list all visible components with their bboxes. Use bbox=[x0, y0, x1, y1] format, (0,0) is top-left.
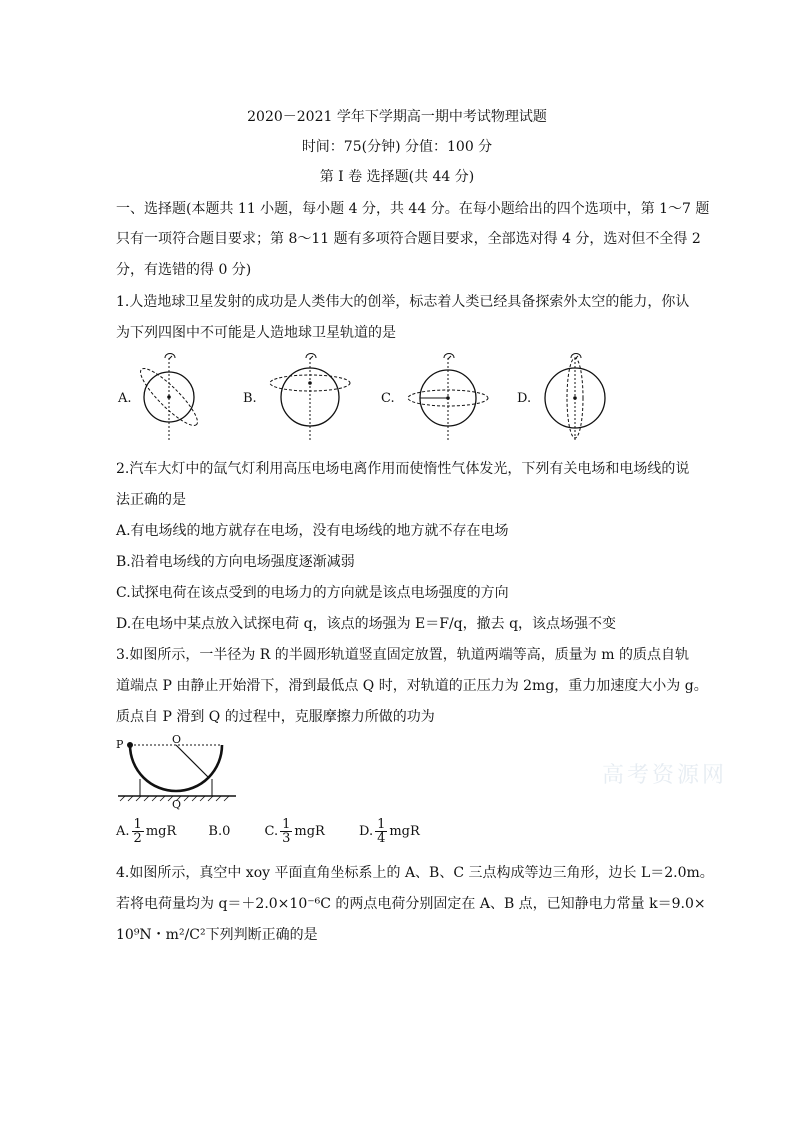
question-2-option-d: D.在电场中某点放入试探电荷 q，该点的场强为 E＝F/q，撤去 q，该点场强不变 bbox=[116, 616, 617, 632]
numerator: 1 bbox=[282, 817, 291, 832]
denominator: 2 bbox=[133, 831, 142, 846]
q1-orbit-b-figure bbox=[265, 350, 357, 445]
question-3-text: 质点自 P 滑到 Q 的过程中，克服摩擦力所做的功为 bbox=[116, 709, 435, 725]
q1-orbit-a-figure bbox=[134, 350, 218, 445]
q3-semicircle-track-figure bbox=[112, 732, 242, 812]
denominator: 4 bbox=[377, 831, 386, 846]
q1-option-c-label: C. bbox=[381, 391, 395, 406]
question-2-text: 法正确的是 bbox=[116, 492, 186, 508]
question-1-text: 1.人造地球卫星发射的成功是人类伟大的创举，标志着人类已经具备探索外太空的能力，你认 bbox=[116, 294, 690, 310]
exam-title: 2020－2021 学年下学期高一期中考试物理试题 bbox=[247, 109, 547, 125]
fraction bbox=[132, 818, 144, 845]
question-4-text: 若将电荷量均为 q＝＋2.0×10⁻⁶C 的两点电荷分别固定在 A、B 点，已知静电力常量 k＝9.0× bbox=[116, 896, 706, 912]
exam-meta: 时间：75(分钟) 分值：100 分 bbox=[301, 139, 493, 155]
section-heading: 第 I 卷 选择题(共 44 分) bbox=[319, 169, 475, 185]
q1-orbit-c-figure bbox=[400, 350, 492, 445]
q1-option-a-label: A. bbox=[118, 391, 132, 406]
numerator: 1 bbox=[133, 817, 142, 832]
q3-choice-a bbox=[116, 818, 176, 845]
question-3-choices bbox=[116, 818, 420, 845]
question-3-text: 道端点 P 由静止开始滑下，滑到最低点 Q 时，对轨道的正压力为 2mg，重力加速度大小为 g。 bbox=[116, 678, 708, 694]
question-4-text: 10⁹N・m²/C²下列判断正确的是 bbox=[116, 927, 318, 943]
q3-choice-c-expr: mgR bbox=[294, 824, 325, 839]
q3-choice-c-label: C. bbox=[264, 824, 279, 839]
q3-choice-a-label: A. bbox=[116, 824, 130, 839]
watermark: 高考资源网 bbox=[602, 763, 728, 788]
fraction bbox=[375, 818, 387, 845]
question-4-text: 4.如图所示，真空中 xoy 平面直角坐标系上的 A、B、C 三点构成等边三角形，边长 L＝2.0m。 bbox=[116, 865, 714, 881]
q1-option-d-label: D. bbox=[517, 391, 532, 406]
instructions-line: 只有一项符合题目要求；第 8～11 题有多项符合题目要求，全部选对得 4 分，选对但不全得 2 bbox=[116, 231, 701, 247]
q3-choice-b: B.0 bbox=[208, 824, 231, 839]
question-3-text: 3.如图所示，一半径为 R 的半圆形轨道竖直固定放置，轨道两端等高，质量为 m 的质点自轨 bbox=[116, 647, 689, 663]
instructions-line: 一、选择题(本题共 11 小题，每小题 4 分，共 44 分。在每小题给出的四个选项中，第 1～7 题 bbox=[116, 201, 710, 217]
q3-label-o: O bbox=[172, 733, 182, 746]
instructions-line: 分，有选错的得 0 分) bbox=[116, 262, 252, 278]
denominator: 3 bbox=[282, 831, 291, 846]
question-2-text: 2.汽车大灯中的氙气灯利用高压电场电离作用而使惰性气体发光，下列有关电场和电场线的说 bbox=[116, 461, 690, 477]
q1-orbit-d-figure bbox=[538, 350, 620, 445]
q3-choice-d-expr: mgR bbox=[389, 824, 420, 839]
question-2-option-b: B.沿着电场线的方向电场强度逐渐减弱 bbox=[116, 554, 355, 570]
q3-choice-a-expr: mgR bbox=[145, 824, 177, 839]
question-2-option-c: C.试探电荷在该点受到的电场力的方向就是该点电场强度的方向 bbox=[116, 585, 509, 601]
q3-choice-c bbox=[265, 818, 325, 845]
fraction bbox=[280, 818, 292, 845]
q3-label-p: P bbox=[116, 738, 124, 751]
numerator: 1 bbox=[377, 817, 386, 832]
q3-choice-d-label: D. bbox=[358, 824, 374, 839]
question-2-option-a: A.有电场线的地方就存在电场，没有电场线的地方就不存在电场 bbox=[116, 523, 509, 539]
q1-option-b-label: B. bbox=[243, 391, 257, 406]
q3-label-q: Q bbox=[172, 798, 182, 811]
question-1-text: 为下列四图中不可能是人造地球卫星轨道的是 bbox=[116, 325, 396, 341]
q3-choice-d bbox=[359, 818, 420, 845]
